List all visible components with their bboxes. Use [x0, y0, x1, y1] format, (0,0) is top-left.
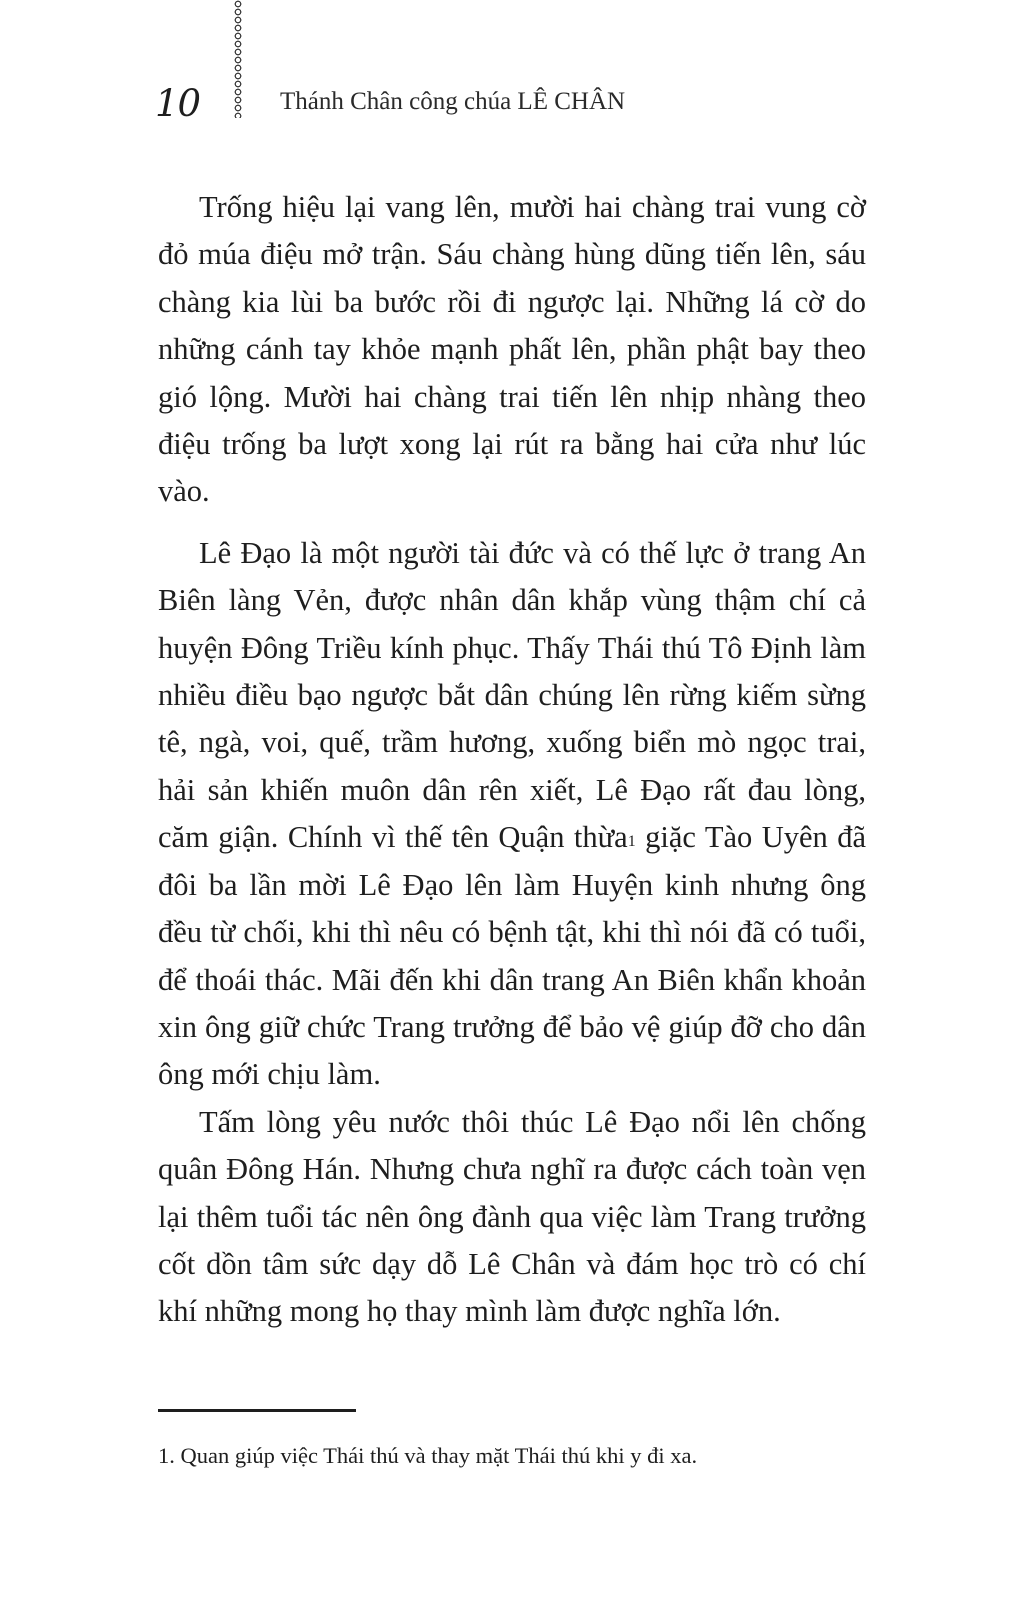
paragraph-3: Tấm lòng yêu nước thôi thúc Lê Đạo nổi lên chống quân Đông Hán. Nhưng chưa nghĩ ra được cách toàn vẹn lại thêm tuổi tác nên ông đành qua việc làm Trang trưởng cốt dồn tâm sức dạy dỗ Lê Chân và đám học trò có chí khí những mong họ thay mình làm được nghĩa lớn. [158, 1104, 866, 1329]
footnote-text: 1. Quan giúp việc Thái thú và thay mặt Thái thú khi y đi xa. [158, 1443, 698, 1468]
paragraph-2-part-2: giặc Tào Uyên đã đôi ba lần mời Lê Đạo lên làm Huyện kinh nhưng ông đều từ chối, khi thì nêu có bệnh tật, khi thì nói đã có tuổi, để thoái thác. Mãi đến khi dân trang An Biên khẩn khoản xin ông giữ chức Trang trưởng để bảo vệ giúp đỡ cho dân ông mới chịu làm. [158, 820, 866, 1092]
paragraph-2 [158, 530, 866, 1099]
body-text [158, 184, 866, 1336]
paragraph-2-part-1: Lê Đạo là một người tài đức và có thế lực ở trang An Biên làng Vẻn, được nhân dân khắp vùng thậm chí cả huyện Đông Triều kính phục. Thấy Thái thú Tô Định làm nhiều điều bạo ngược bắt dân chúng lên rừng kiếm sừng tê, ngà, voi, quế, trầm hương, xuống biển mò ngọc trai, hải sản khiến muôn dân rên xiết, Lê Đạo rất đau lòng, căm giận. Chính vì thế tên Quận thừa [158, 535, 866, 855]
page-number: 10 [155, 82, 201, 125]
footnote-reference: 1 [627, 833, 636, 851]
decorative-chain-ornament [234, 0, 242, 118]
running-header-title: Thánh Chân công chúa LÊ CHÂN [280, 88, 626, 115]
paragraph-1: Trống hiệu lại vang lên, mười hai chàng trai vung cờ đỏ múa điệu mở trận. Sáu chàng hùng dũng tiến lên, sáu chàng kia lùi ba bước rồi đi ngược lại. Những lá cờ do những cánh tay khỏe mạnh phất lên, phần phật bay theo gió lộng. Mười hai chàng trai tiến lên nhịp nhàng theo điệu trống ba lượt xong lại rút ra bằng hai cửa như lúc vào. [158, 190, 866, 509]
footnote-divider [158, 1409, 356, 1412]
